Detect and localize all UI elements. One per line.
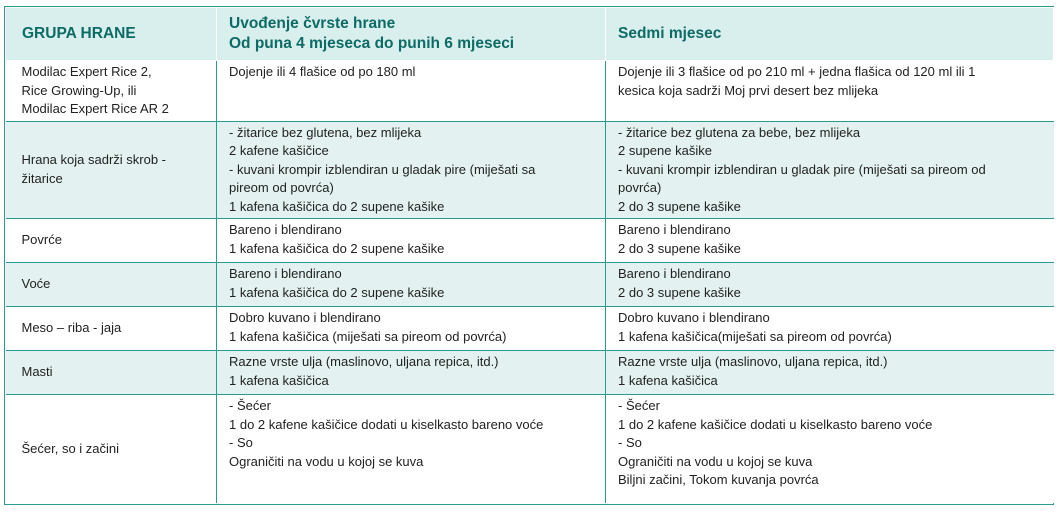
cell-line: povrća) <box>618 180 662 195</box>
starch-cereals-row <box>6 121 1054 219</box>
cell-line: - Šećer <box>229 398 271 413</box>
cell-line: Ograničiti na vodu u kojoj se kuva <box>229 453 424 469</box>
cell-line: 2 kafene kašičice <box>229 143 329 158</box>
cell-line: Dobro kuvano i blendirano <box>229 310 381 325</box>
cell-line: Bareno i blendirano <box>618 266 731 281</box>
cell-label <box>6 351 217 395</box>
cell-line: 1 kafena kašičica do 2 supene kašike <box>229 240 445 256</box>
cell-line: Povrće <box>21 232 62 248</box>
cell-line: Modilac Expert Rice 2, <box>21 64 152 79</box>
cell-line: - žitarice bez glutena za bebe, bez mlijeka <box>618 124 861 140</box>
vegetables-row <box>6 219 1054 263</box>
cell-line: 1 kafena kašičica (miješati sa pireom od povrća) <box>229 328 507 344</box>
cell-seventh <box>606 219 1054 263</box>
cell-intro <box>217 351 606 395</box>
cell-label <box>6 61 217 122</box>
cell-line: Bareno i blendirano <box>618 222 731 237</box>
cell-seventh <box>606 121 1054 219</box>
cell-seventh <box>606 395 1054 503</box>
cell-line: 1 kafena kašičica do 2 supene kašike <box>229 284 445 300</box>
cell-line: Biljni začini, Tokom kuvanja povrća <box>618 472 819 487</box>
cell-line: - kuvani krompir izblendiran u gladak pire (miješati sa pireom od <box>618 161 986 177</box>
table-body <box>6 61 1054 503</box>
cell-intro <box>217 61 606 122</box>
cell-line: 2 do 3 supene kašike <box>618 240 741 256</box>
cell-seventh <box>606 351 1054 395</box>
cell-line: Razne vrste ulja (maslinovo, uljana repica, itd.) <box>618 354 888 369</box>
fruit-row <box>6 263 1054 307</box>
cell-line: Modilac Expert Rice AR 2 <box>21 101 169 116</box>
cell-line: pireom od povrća) <box>229 180 334 195</box>
fats-row <box>6 351 1054 395</box>
cell-line: - Šećer <box>618 398 660 413</box>
header-seventh-month: Sedmi mjesec <box>606 8 1054 61</box>
cell-line: žitarice <box>21 170 63 186</box>
cell-line: 2 supene kašike <box>618 143 712 158</box>
cell-line: Dojenje ili 3 flašice od po 210 ml + jedna flašica od 120 ml ili 1 <box>618 64 976 79</box>
sugar-salt-spices-row <box>6 395 1054 503</box>
cell-line: 1 do 2 kafene kašičice dodati u kiselkasto bareno voće <box>229 416 544 432</box>
cell-line: Dobro kuvano i blendirano <box>618 310 770 325</box>
cell-seventh <box>606 307 1054 351</box>
cell-label <box>6 307 217 351</box>
cell-line: Meso – riba - jaja <box>21 320 122 336</box>
header-intro-title: Uvođenje čvrste hrane <box>229 15 396 32</box>
cell-line: 1 kafena kašičica <box>229 372 329 388</box>
cell-line: - So <box>618 435 642 450</box>
cell-line: Razne vrste ulja (maslinovo, uljana repica, itd.) <box>229 354 499 369</box>
cell-line: - kuvani krompir izblendiran u gladak pire (miješati sa <box>229 161 536 177</box>
cell-line: 1 kafena kašičica do 2 supene kašike <box>229 198 445 214</box>
cell-intro <box>217 219 606 263</box>
cell-line: Masti <box>21 364 53 380</box>
food-introduction-table <box>5 7 1054 503</box>
header-food-group: GRUPA HRANE <box>6 8 217 61</box>
cell-line: Bareno i blendirano <box>229 266 342 281</box>
cell-line: kesica koja sadrži Moj prvi desert bez mlijeka <box>618 82 879 98</box>
cell-line: Bareno i blendirano <box>229 222 342 237</box>
cell-seventh <box>606 263 1054 307</box>
cell-line: 1 kafena kašičica(miješati sa pireom od povrća) <box>618 328 892 344</box>
cell-label <box>6 263 217 307</box>
cell-seventh <box>606 61 1054 122</box>
cell-line: Šećer, so i začini <box>21 440 120 456</box>
header-intro-period <box>217 8 606 61</box>
cell-line: Ograničiti na vodu u kojoj se kuva <box>618 453 813 469</box>
cell-line: - žitarice bez glutena, bez mlijeka <box>229 124 422 140</box>
cell-label <box>6 121 217 219</box>
cell-line: Voće <box>21 276 51 292</box>
cell-label <box>6 395 217 503</box>
header-intro-subtitle: Od puna 4 mjeseca do punih 6 mjeseci <box>229 35 515 52</box>
cell-line: Hrana koja sadrži skrob - <box>21 152 166 168</box>
meat-fish-eggs-row <box>6 307 1054 351</box>
cell-line: 1 do 2 kafene kašičice dodati u kiselkasto bareno voće <box>618 416 933 432</box>
cell-line: Rice Growing-Up, ili <box>21 82 137 98</box>
cell-intro <box>217 121 606 219</box>
cell-line: 2 do 3 supene kašike <box>618 198 741 214</box>
cell-intro <box>217 395 606 503</box>
modilac-row <box>6 61 1054 122</box>
cell-line: Dojenje ili 4 flašice od po 180 ml <box>229 64 416 79</box>
cell-intro <box>217 263 606 307</box>
cell-line: 1 kafena kašičica <box>618 372 718 388</box>
cell-line: - So <box>229 435 253 450</box>
table-header-row <box>6 8 1054 61</box>
cell-label <box>6 219 217 263</box>
cell-line: 2 do 3 supene kašike <box>618 284 741 300</box>
cell-intro <box>217 307 606 351</box>
